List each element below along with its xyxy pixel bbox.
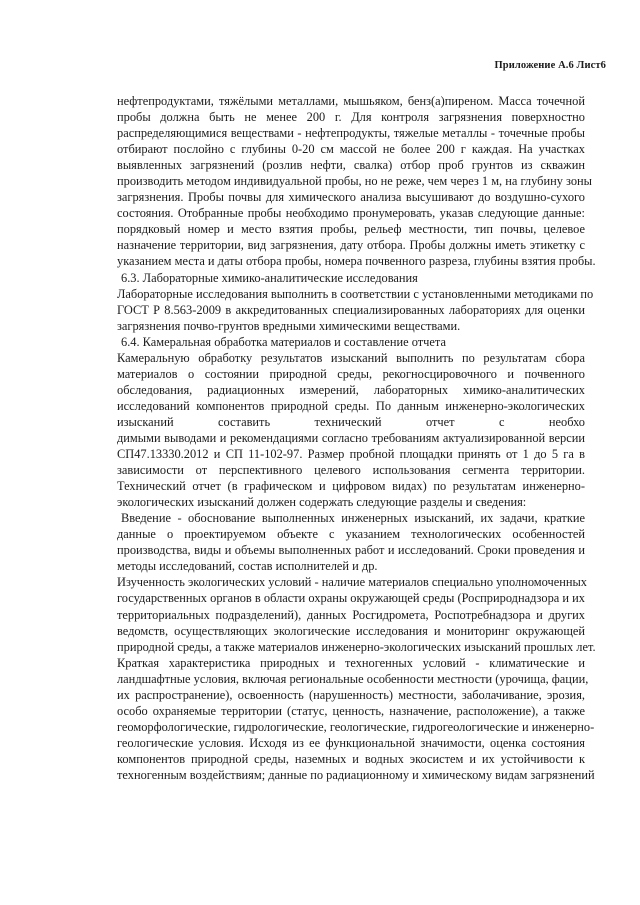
text-line: геоморфологические, гидрологические, геологические, гидрогеологические и инженерно- [117,719,595,734]
text-line: пробы должна быть не менее 200 г. Для контроля загрязнения поверхностно [117,110,585,125]
text-line: указанием места и даты отбора пробы, номера почвенного разреза, глубины взятия пробы. [117,254,596,269]
text-line: димыми выводами и рекомендациями согласно требованиям актуализированной версии [117,430,585,445]
document-body [117,93,596,783]
text-line: государственных органов в области охраны окружающей среды (Росприроднадзора и их [117,591,585,606]
text-line: СП47.13330.2012 и СП 11-102-97. Размер пробной площадки принять от 1 до 5 га в [117,447,585,462]
text-line: распределяющимися веществами - нефтепродукты, тяжелые металлы - точечные пробы [117,126,585,141]
text-line: компонентов природной среды, наземных и водных экосистем и их устойчивости к [117,751,585,766]
text-line: материалов о состоянии природной среды, рекогносцировочного и почвенного [117,366,585,381]
text-line: Введение - обоснование выполненных инженерных изысканий, их задачи, краткие [121,511,585,526]
page-header: Приложение А.6 Лист6 [494,60,606,71]
text-line: их распространение), освоенность (нарушенность) местности, заболачивание, эрозия, [117,687,585,702]
text-line: Лабораторные исследования выполнить в соответствии с установленными методиками по [117,286,594,301]
text-line: назначение территории, вид загрязнения, дату отбора. Пробы должны иметь этикетку с [117,238,585,253]
text-line: производства, виды и объемы выполненных работ и исследований. Сроки проведения и [117,543,585,558]
text-line: нефтепродуктами, тяжёлыми металлами, мышьяком, бенз(а)пиреном. Масса точечной [117,94,585,108]
text-line: ландшафтные условия, включая региональные особенности местности (урочища, фации, [117,671,589,686]
text-line: 6.3. Лабораторные химико-аналитические исследования [121,270,418,285]
text-line: производить методом индивидуальной пробы, но не реже, чем через 1 м, на глубину зоны [117,174,592,189]
text-line: выявленных загрязнений (розлив нефти, свалка) отбор проб грунтов из скважин [117,158,585,173]
text-line: ведомств, осуществляющих экологические исследования и мониторинг окружающей [117,623,585,638]
text-line: техногенным воздействиям; данные по радиационному и химическому видам загрязнений [117,767,595,782]
text-line: Изученность экологических условий - наличие материалов специально уполномоченных [117,575,588,590]
text-line: данные о проектируемом объекте с указанием технологических особенностей [117,527,585,542]
text-line: отбирают послойно с глубины 0-20 см массой не более 200 г каждая. На участках [117,142,585,157]
text-line: ГОСТ Р 8.563-2009 в аккредитованных специализированных лабораториях для оценки [117,302,585,317]
text-line: методы исследований, состав исполнителей и др. [117,559,378,574]
text-line: состояния. Отобранные пробы необходимо пронумеровать, указав следующие данные: [117,206,585,221]
text-line: Технический отчет (в графическом и цифровом видах) по результатам инженерно- [117,479,585,494]
text-line: природной среды, а также материалов инженерно-экологических изысканий прошлых лет. [117,639,596,654]
text-line: экологических изысканий должен содержать следующие разделы и сведения: [117,495,527,510]
text-line: обследования, радиационных измерений, лабораторных химико-аналитических [117,382,585,397]
text-line: изысканий составить технический отчет с необхо [117,414,585,429]
text-line: особо охраняемые территории (статус, ценность, назначение, расположение), а также [117,703,585,718]
text-line: Краткая характеристика природных и техногенных условий - климатические и [117,655,585,670]
text-line: зависимости от перспективного целевого использования сегмента территории. [117,463,585,478]
text-line: порядковый номер и место взятия пробы, рельеф местности, тип почвы, целевое [117,222,585,237]
text-line: загрязнения почво-грунтов вредными химическими веществами. [117,318,461,333]
text-line: исследований компонентов природной среды. По данным инженерно-экологических [117,398,585,413]
text-line: территориальных подразделений), данных Росгидромета, Роспотребнадзора и других [117,607,585,622]
text-line: 6.4. Камеральная обработка материалов и составление отчета [121,334,446,349]
text-line: геологические условия. Исходя из ее функциональной значимости, оценка состояния [117,735,585,750]
text-line: Камеральную обработку результатов изысканий выполнить по результатам сбора [117,350,585,365]
text-line: загрязнения. Пробы почвы для химического анализа высушивают до воздушно-сухого [117,190,585,205]
